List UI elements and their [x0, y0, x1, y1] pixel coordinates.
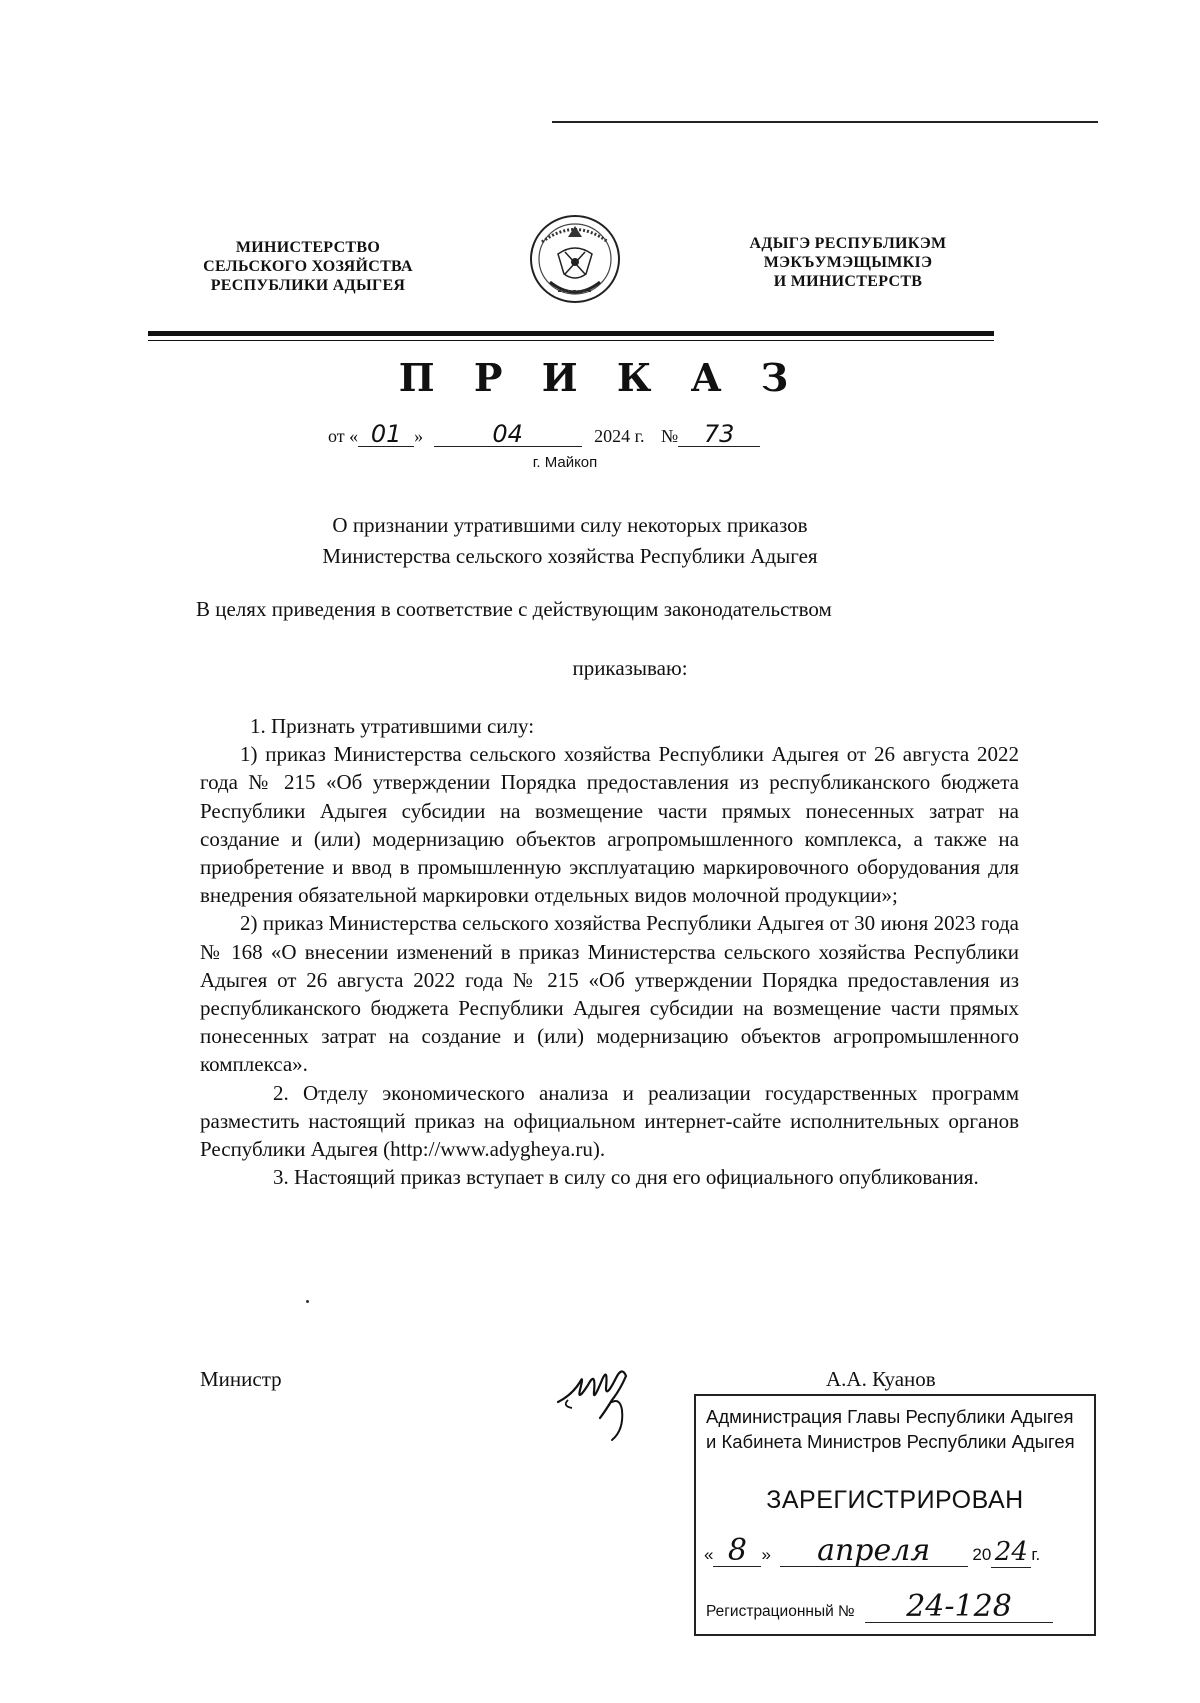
item-2: 2. Отделу экономического анализа и реализации государственных программ разместить настоящий приказ на официальном интернет-сайте исполнительных органов Республики Адыгея (http://www.adygheya.ru). — [200, 1080, 1019, 1162]
date-mid: » — [414, 426, 424, 446]
item-1-1: 1) приказ Министерства сельского хозяйства Республики Адыгея от 26 августа 2022 года № 215 «Об утверждении Порядка предоставления из республиканского бюджета Республики Адыгея субсидии на возмещение части прямых понесенных затрат на создание и (или) модернизацию объектов агропромышленного комплекса, а также на приобретение и ввод в промышленную эксплуатацию маркировочного оборудования для внедрения обязательной маркировки отдельных видов молочной продукции»; — [200, 742, 1019, 908]
handwritten-signature-icon — [550, 1340, 660, 1450]
stamp-year-mark: г. — [1031, 1545, 1041, 1564]
stamp-reg-number: 24-128 — [865, 1592, 1053, 1623]
subject-line-1: О признании утратившими силу некоторых приказов — [332, 513, 808, 537]
signer-role: Министр — [200, 1367, 282, 1391]
header-left-line-1: МИНИСТЕРСТВО — [235, 239, 381, 256]
stamp-date — [704, 1533, 1041, 1568]
stamp-reg-label: Регистрационный № — [706, 1603, 855, 1620]
order-day: 01 — [358, 422, 414, 447]
ministry-header-russian — [178, 238, 438, 295]
order-number: 73 — [678, 422, 760, 447]
registration-stamp — [694, 1394, 1096, 1636]
preamble: В целях приведения в соответствие с действующим законодательством — [196, 597, 832, 621]
city-label: г. Майкоп — [532, 454, 598, 471]
header-left-line-2: СЕЛЬСКОГО ХОЗЯЙСТВА — [203, 258, 413, 275]
stamp-registration — [706, 1589, 1053, 1624]
order-year: 2024 г. — [594, 426, 645, 446]
item-3: 3. Настоящий приказ вступает в силу со дня его официального опубликования. — [273, 1165, 979, 1190]
scan-speck — [306, 1300, 309, 1303]
stamp-year-suffix: 24 — [991, 1537, 1031, 1568]
header-right-line-2: МЭКЪУМЭЩЫМКIЭ — [763, 254, 933, 271]
item-1: 1. Признать утратившими силу: — [250, 714, 535, 738]
ministry-header-adyghe — [718, 234, 978, 291]
stamp-year-prefix: 20 — [972, 1545, 992, 1564]
date-prefix: от « — [328, 426, 359, 446]
order-date-line — [328, 422, 760, 447]
signer-name: А.А. Куанов — [826, 1367, 936, 1391]
stamp-org-line-2: и Кабинета Министров Республики Адыгея — [706, 1431, 1075, 1452]
stamp-status: ЗАРЕГИСТРИРОВАН — [766, 1486, 1024, 1514]
order-subject — [200, 510, 940, 572]
stamp-month: апреля — [780, 1536, 968, 1567]
item-1-2: 2) приказ Министерства сельского хозяйства Республики Адыгея от 30 июня 2023 года № 168 «О внесении изменений в приказ Министерства сельского хозяйства Республики Адыгея от 26 августа 2022 года № 215 «Об утверждении Порядка предоставления из республиканского бюджета Республики Адыгея субсидии на возмещение части прямых понесенных затрат на создание и (или) модернизацию объектов агропромышленного комплекса». — [200, 911, 1019, 1077]
header-right-line-1: АДЫГЭ РЕСПУБЛИКЭМ — [749, 235, 947, 252]
order-body — [200, 712, 1019, 1191]
header-divider-thin — [148, 340, 994, 341]
header-left-line-3: РЕСПУБЛИКИ АДЫГЕЯ — [210, 277, 406, 294]
stamp-day: 8 — [713, 1536, 761, 1567]
stamp-date-close: » — [761, 1545, 771, 1564]
order-number-label: № — [661, 426, 679, 446]
order-month: 04 — [434, 422, 582, 447]
top-rule — [552, 121, 1098, 123]
stamp-org-line-1: Администрация Главы Республики Адыгея — [706, 1406, 1074, 1427]
stamp-date-open: « — [704, 1545, 714, 1564]
header-divider-thick — [148, 331, 994, 336]
subject-line-2: Министерства сельского хозяйства Республики Адыгея — [322, 544, 818, 568]
coat-of-arms-emblem-icon — [520, 212, 630, 312]
order-word: приказываю: — [572, 656, 688, 680]
header-right-line-3: И МИНИСТЕРСТВ — [773, 273, 923, 290]
document-title: П Р И К А З — [398, 355, 802, 400]
